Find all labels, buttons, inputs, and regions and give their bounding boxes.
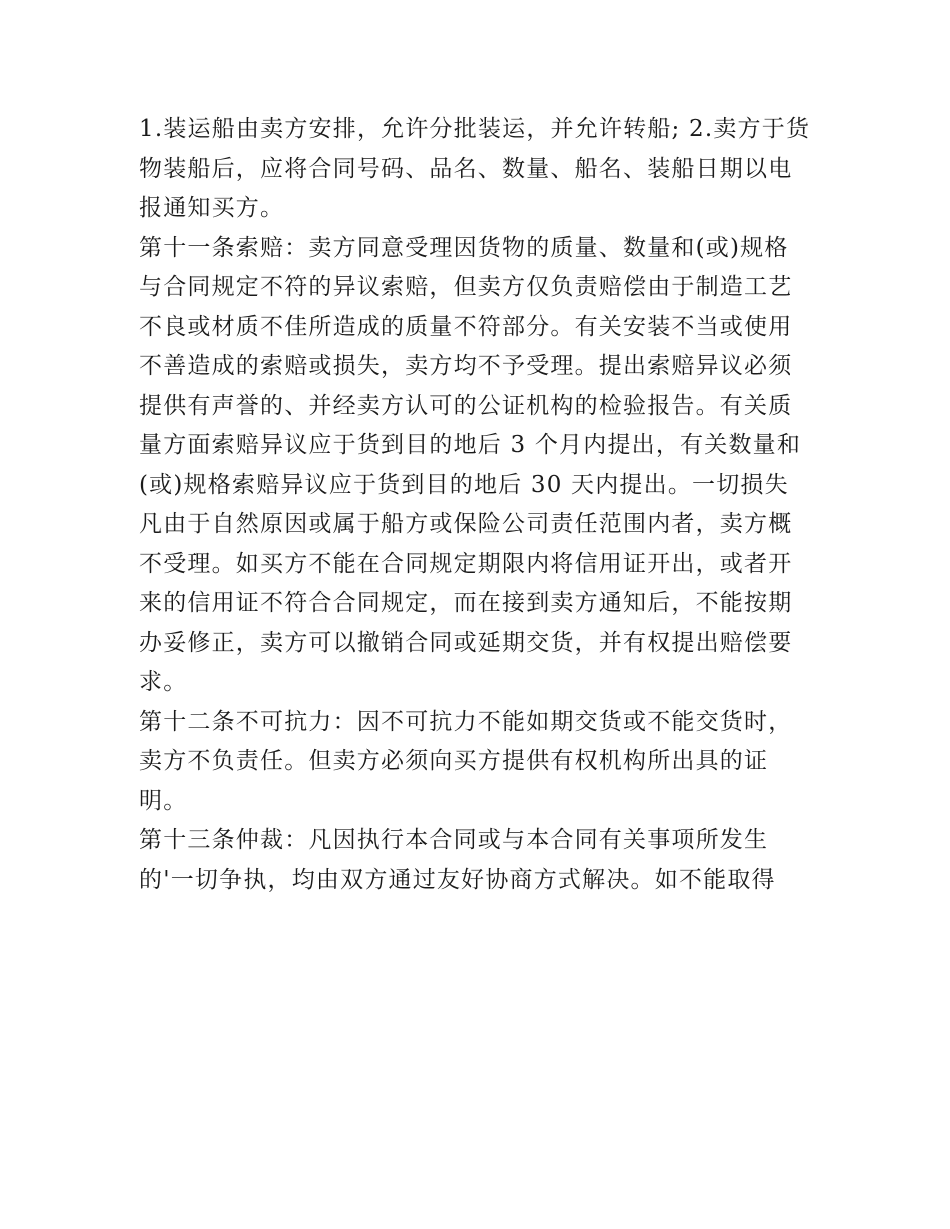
text-line: 卖方不负责任。但卖方必须向买方提供有权机构所出具的证 — [139, 748, 769, 774]
text-line: 量方面索赔异议应于货到目的地后 3 个月内提出，有关数量和 — [139, 432, 802, 458]
text-line: 报通知买方。 — [139, 195, 285, 221]
text-line: 与合同规定不符的异议索赔，但卖方仅负责赔偿由于制造工艺 — [139, 274, 793, 300]
text-line: 1.装运船由卖方安排，允许分批装运，并允许转船; 2.卖方于货 — [139, 116, 811, 142]
text-line: 第十二条不可抗力：因不可抗力不能如期交货或不能交货时， — [139, 708, 793, 735]
text-line: 第十一条索赔：卖方同意受理因货物的质量、数量和(或)规格 — [139, 234, 789, 261]
text-line: 物装船后，应将合同号码、品名、数量、船名、装船日期以电 — [139, 155, 793, 182]
document-body — [139, 110, 819, 900]
text-line: 提供有声誉的、并经卖方认可的公证机构的检验报告。有关质 — [139, 392, 793, 419]
text-line: (或)规格索赔异议应于货到目的地后 30 天内提出。一切损失 — [139, 471, 789, 498]
text-line: 凡由于自然原因或属于船方或保险公司责任范围内者，卖方概 — [139, 511, 793, 537]
text-line: 办妥修正，卖方可以撤销合同或延期交货，并有权提出赔偿要 — [139, 629, 793, 656]
text-line: 明。 — [139, 787, 188, 814]
text-line: 第十三条仲裁：凡因执行本合同或与本合同有关事项所发生 — [139, 827, 769, 853]
text-line: 不良或材质不佳所造成的质量不符部分。有关安装不当或使用 — [139, 313, 793, 340]
text-line: 求。 — [139, 669, 188, 695]
text-line: 来的信用证不符合合同规定，而在接到卖方通知后，不能按期 — [139, 590, 793, 616]
text-line: 不善造成的索赔或损失，卖方均不予受理。提出索赔异议必须 — [139, 353, 793, 379]
text-line: 不受理。如买方不能在合同规定期限内将信用证开出，或者开 — [139, 550, 793, 577]
text-line: 的'一切争执，均由双方通过友好协商方式解决。如不能取得 — [139, 866, 776, 893]
